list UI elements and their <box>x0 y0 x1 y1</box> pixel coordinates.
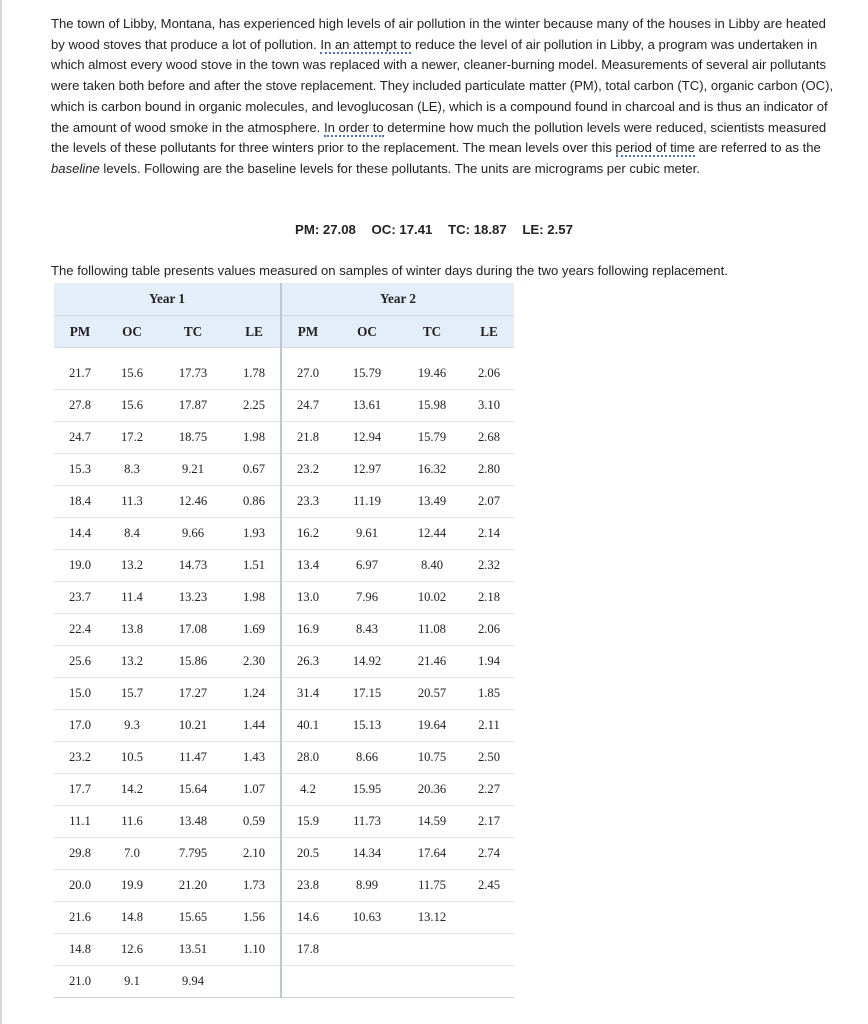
table-cell: 14.92 <box>334 646 400 678</box>
table-cell: 26.3 <box>281 646 334 678</box>
table-cell: 12.97 <box>334 454 400 486</box>
intro-text-1: The town of Libby, Montana, has experienced high levels of air pollution in the winter because many of the houses in Libby are heated by wood stoves that produce a lot of pollution. <box>51 16 826 52</box>
table-cell <box>228 966 281 998</box>
table-row <box>54 806 514 838</box>
table-cell: 9.3 <box>106 710 158 742</box>
table-cell: 6.97 <box>334 550 400 582</box>
col-header-y1-tc: TC <box>158 316 228 348</box>
table-cell: 2.17 <box>464 806 514 838</box>
table-cell: 17.7 <box>54 774 106 806</box>
table-cell: 8.3 <box>106 454 158 486</box>
table-row <box>54 486 514 518</box>
table-cell: 1.51 <box>228 550 281 582</box>
table-cell: 9.66 <box>158 518 228 550</box>
table-cell: 7.795 <box>158 838 228 870</box>
table-cell: 14.8 <box>54 934 106 966</box>
table-cell: 13.8 <box>106 614 158 646</box>
table-cell: 11.3 <box>106 486 158 518</box>
table-cell <box>464 934 514 966</box>
table-row <box>54 678 514 710</box>
table-cell: 12.6 <box>106 934 158 966</box>
table-row <box>54 838 514 870</box>
table-cell: 17.64 <box>400 838 464 870</box>
table-cell: 20.36 <box>400 774 464 806</box>
table-row <box>54 550 514 582</box>
table-cell: 19.46 <box>400 358 464 390</box>
table-cell: 21.46 <box>400 646 464 678</box>
table-row <box>54 710 514 742</box>
table-cell: 17.0 <box>54 710 106 742</box>
page-left-border <box>0 0 2 1024</box>
table-cell: 14.4 <box>54 518 106 550</box>
table-cell: 15.13 <box>334 710 400 742</box>
table-cell: 17.15 <box>334 678 400 710</box>
table-cell: 2.10 <box>228 838 281 870</box>
table-cell: 18.75 <box>158 422 228 454</box>
table-cell: 23.7 <box>54 582 106 614</box>
table-cell: 17.73 <box>158 358 228 390</box>
table-cell: 2.27 <box>464 774 514 806</box>
table-cell <box>464 966 514 998</box>
table-cell: 11.73 <box>334 806 400 838</box>
table-cell: 17.08 <box>158 614 228 646</box>
table-cell: 27.8 <box>54 390 106 422</box>
table-cell: 13.61 <box>334 390 400 422</box>
table-cell: 3.10 <box>464 390 514 422</box>
table-cell: 8.4 <box>106 518 158 550</box>
intro-text-4: are referred to as the <box>694 140 821 156</box>
table-cell: 14.73 <box>158 550 228 582</box>
table-cell: 14.8 <box>106 902 158 934</box>
table-cell: 24.7 <box>281 390 334 422</box>
table-cell: 1.56 <box>228 902 281 934</box>
col-header-y2-le: LE <box>464 316 514 348</box>
table-row <box>54 646 514 678</box>
table-cell: 22.4 <box>54 614 106 646</box>
table-cell: 2.68 <box>464 422 514 454</box>
table-cell: 15.95 <box>334 774 400 806</box>
table-cell: 13.2 <box>106 550 158 582</box>
table-cell: 9.1 <box>106 966 158 998</box>
table-cell: 14.6 <box>281 902 334 934</box>
table-cell: 9.94 <box>158 966 228 998</box>
table-cell: 40.1 <box>281 710 334 742</box>
table-cell: 13.49 <box>400 486 464 518</box>
table-cell: 14.34 <box>334 838 400 870</box>
table-cell: 16.32 <box>400 454 464 486</box>
table-cell: 1.98 <box>228 422 281 454</box>
table-cell: 13.0 <box>281 582 334 614</box>
table-cell: 7.0 <box>106 838 158 870</box>
table-row <box>54 614 514 646</box>
table-cell: 23.2 <box>54 742 106 774</box>
table-cell: 25.6 <box>54 646 106 678</box>
table-cell <box>400 966 464 998</box>
table-cell: 20.0 <box>54 870 106 902</box>
table-cell: 1.07 <box>228 774 281 806</box>
table-cell: 20.5 <box>281 838 334 870</box>
table-row <box>54 358 514 390</box>
table-cell: 9.61 <box>334 518 400 550</box>
table-cell: 2.07 <box>464 486 514 518</box>
table-cell: 9.21 <box>158 454 228 486</box>
table-cell: 15.98 <box>400 390 464 422</box>
col-header-y2-oc: OC <box>334 316 400 348</box>
table-cell: 11.1 <box>54 806 106 838</box>
table-cell: 19.9 <box>106 870 158 902</box>
baseline-le: LE: 2.57 <box>522 222 573 237</box>
baseline-tc: TC: 18.87 <box>448 222 507 237</box>
table-cell: 15.3 <box>54 454 106 486</box>
table-cell: 15.0 <box>54 678 106 710</box>
intro-text-2: reduce the level of air pollution in Libby, a program was undertaken in which almost every wood stove in the town was replaced with a newer, cleaner-burning model. Measurements of several air pollutants were taken both before and after the stove replacement. They included particulate matter (PM), total carbon (TC), organic carbon (OC), which is carbon bound in organic molecules, and levoglucosan (LE), which is a compound found in charcoal and is thus an indicator of the amount of wood smoke in the atmosphere. <box>51 36 834 135</box>
table-cell: 21.7 <box>54 358 106 390</box>
pollution-table <box>54 283 514 998</box>
table-cell: 17.8 <box>281 934 334 966</box>
table-row <box>54 518 514 550</box>
table-cell: 11.47 <box>158 742 228 774</box>
intro-text-5: levels. Following are the baseline levels for these pollutants. The units are micrograms per cubic meter. <box>99 160 700 176</box>
table-cell: 16.9 <box>281 614 334 646</box>
table-cell: 11.75 <box>400 870 464 902</box>
intro-text-3: determine how much the pollution levels were reduced, scientists measured the levels of these pollutants for three winters prior to the replacement. The mean levels over this <box>51 119 827 156</box>
table-cell <box>464 902 514 934</box>
table-cell: 11.19 <box>334 486 400 518</box>
table-cell: 21.0 <box>54 966 106 998</box>
table-cell: 15.7 <box>106 678 158 710</box>
table-cell: 13.4 <box>281 550 334 582</box>
table-cell: 1.93 <box>228 518 281 550</box>
table-cell: 0.86 <box>228 486 281 518</box>
table-cell: 23.3 <box>281 486 334 518</box>
col-header-y1-le: LE <box>228 316 281 348</box>
table-cell: 2.18 <box>464 582 514 614</box>
table-caption: The following table presents values measured on samples of winter days during the two years following replacement. <box>51 263 728 278</box>
year-2-header: Year 2 <box>281 283 514 316</box>
table-cell: 21.20 <box>158 870 228 902</box>
table-cell: 2.06 <box>464 358 514 390</box>
table-cell: 0.59 <box>228 806 281 838</box>
table-cell: 2.50 <box>464 742 514 774</box>
table-cell <box>334 934 400 966</box>
table-cell: 1.10 <box>228 934 281 966</box>
table-cell: 2.06 <box>464 614 514 646</box>
table-cell: 2.45 <box>464 870 514 902</box>
table-cell: 8.66 <box>334 742 400 774</box>
table-cell: 23.2 <box>281 454 334 486</box>
table-cell: 1.78 <box>228 358 281 390</box>
table-cell: 12.46 <box>158 486 228 518</box>
table-cell: 15.86 <box>158 646 228 678</box>
intro-paragraph <box>51 14 841 180</box>
table-cell: 10.02 <box>400 582 464 614</box>
grammar-suggestion-1[interactable]: In an attempt to <box>320 36 412 52</box>
table-row <box>54 966 514 998</box>
table-cell: 8.43 <box>334 614 400 646</box>
table-cell: 23.8 <box>281 870 334 902</box>
table-cell: 2.25 <box>228 390 281 422</box>
table-cell: 0.67 <box>228 454 281 486</box>
col-header-y1-oc: OC <box>106 316 158 348</box>
table-cell: 2.74 <box>464 838 514 870</box>
table-cell: 29.8 <box>54 838 106 870</box>
table-cell: 2.11 <box>464 710 514 742</box>
intro-italic-baseline: baseline <box>51 160 100 176</box>
table-cell: 1.94 <box>464 646 514 678</box>
table-cell: 15.79 <box>400 422 464 454</box>
table-cell: 21.8 <box>281 422 334 454</box>
table-cell: 10.5 <box>106 742 158 774</box>
table-cell: 27.0 <box>281 358 334 390</box>
table-cell: 18.4 <box>54 486 106 518</box>
table-cell: 15.65 <box>158 902 228 934</box>
table-cell: 21.6 <box>54 902 106 934</box>
table-cell: 1.43 <box>228 742 281 774</box>
col-header-y2-tc: TC <box>400 316 464 348</box>
table-row <box>54 774 514 806</box>
table-cell: 2.14 <box>464 518 514 550</box>
table-cell: 14.2 <box>106 774 158 806</box>
table-cell: 17.87 <box>158 390 228 422</box>
table-cell: 13.12 <box>400 902 464 934</box>
table-row <box>54 870 514 902</box>
table-cell <box>400 934 464 966</box>
year-1-header: Year 1 <box>54 283 281 316</box>
baseline-levels <box>0 222 868 237</box>
table-cell: 14.59 <box>400 806 464 838</box>
table-cell: 10.75 <box>400 742 464 774</box>
table-cell: 8.40 <box>400 550 464 582</box>
table-cell: 1.85 <box>464 678 514 710</box>
table-cell: 19.64 <box>400 710 464 742</box>
table-cell: 2.80 <box>464 454 514 486</box>
table-cell: 24.7 <box>54 422 106 454</box>
table-cell: 12.94 <box>334 422 400 454</box>
table-cell: 16.2 <box>281 518 334 550</box>
baseline-oc: OC: 17.41 <box>371 222 433 237</box>
table-row <box>54 454 514 486</box>
table-cell: 17.2 <box>106 422 158 454</box>
baseline-pm: PM: 27.08 <box>295 222 356 237</box>
table-cell: 13.2 <box>106 646 158 678</box>
table-cell: 4.2 <box>281 774 334 806</box>
table-cell: 19.0 <box>54 550 106 582</box>
table-cell <box>281 966 334 998</box>
table-cell: 1.73 <box>228 870 281 902</box>
table-cell: 13.48 <box>158 806 228 838</box>
table-cell: 17.27 <box>158 678 228 710</box>
grammar-suggestion-2[interactable]: In order to <box>323 119 384 135</box>
table-cell: 1.24 <box>228 678 281 710</box>
col-header-y2-pm: PM <box>281 316 334 348</box>
table-cell: 15.9 <box>281 806 334 838</box>
table-cell: 31.4 <box>281 678 334 710</box>
table-cell: 15.64 <box>158 774 228 806</box>
table-cell: 15.79 <box>334 358 400 390</box>
table-cell: 13.51 <box>158 934 228 966</box>
table-cell: 12.44 <box>400 518 464 550</box>
table-cell: 15.6 <box>106 390 158 422</box>
table-cell: 11.4 <box>106 582 158 614</box>
table-row <box>54 902 514 934</box>
table-cell: 10.63 <box>334 902 400 934</box>
table-row <box>54 742 514 774</box>
header-gap <box>54 348 514 359</box>
year-header-row <box>54 283 514 316</box>
grammar-suggestion-3[interactable]: period of time <box>615 140 695 156</box>
table-cell: 13.23 <box>158 582 228 614</box>
table-cell: 1.44 <box>228 710 281 742</box>
table-cell: 1.98 <box>228 582 281 614</box>
table-cell: 15.6 <box>106 358 158 390</box>
table-row <box>54 390 514 422</box>
table-cell: 2.30 <box>228 646 281 678</box>
table-cell: 20.57 <box>400 678 464 710</box>
table-cell: 2.32 <box>464 550 514 582</box>
table-cell: 1.69 <box>228 614 281 646</box>
table-cell: 10.21 <box>158 710 228 742</box>
table-cell: 8.99 <box>334 870 400 902</box>
table-cell: 11.08 <box>400 614 464 646</box>
col-header-y1-pm: PM <box>54 316 106 348</box>
table-cell <box>334 966 400 998</box>
table-row <box>54 934 514 966</box>
table-row <box>54 582 514 614</box>
table-row <box>54 422 514 454</box>
column-header-row <box>54 316 514 348</box>
table-cell: 28.0 <box>281 742 334 774</box>
table-cell: 7.96 <box>334 582 400 614</box>
table-cell: 11.6 <box>106 806 158 838</box>
